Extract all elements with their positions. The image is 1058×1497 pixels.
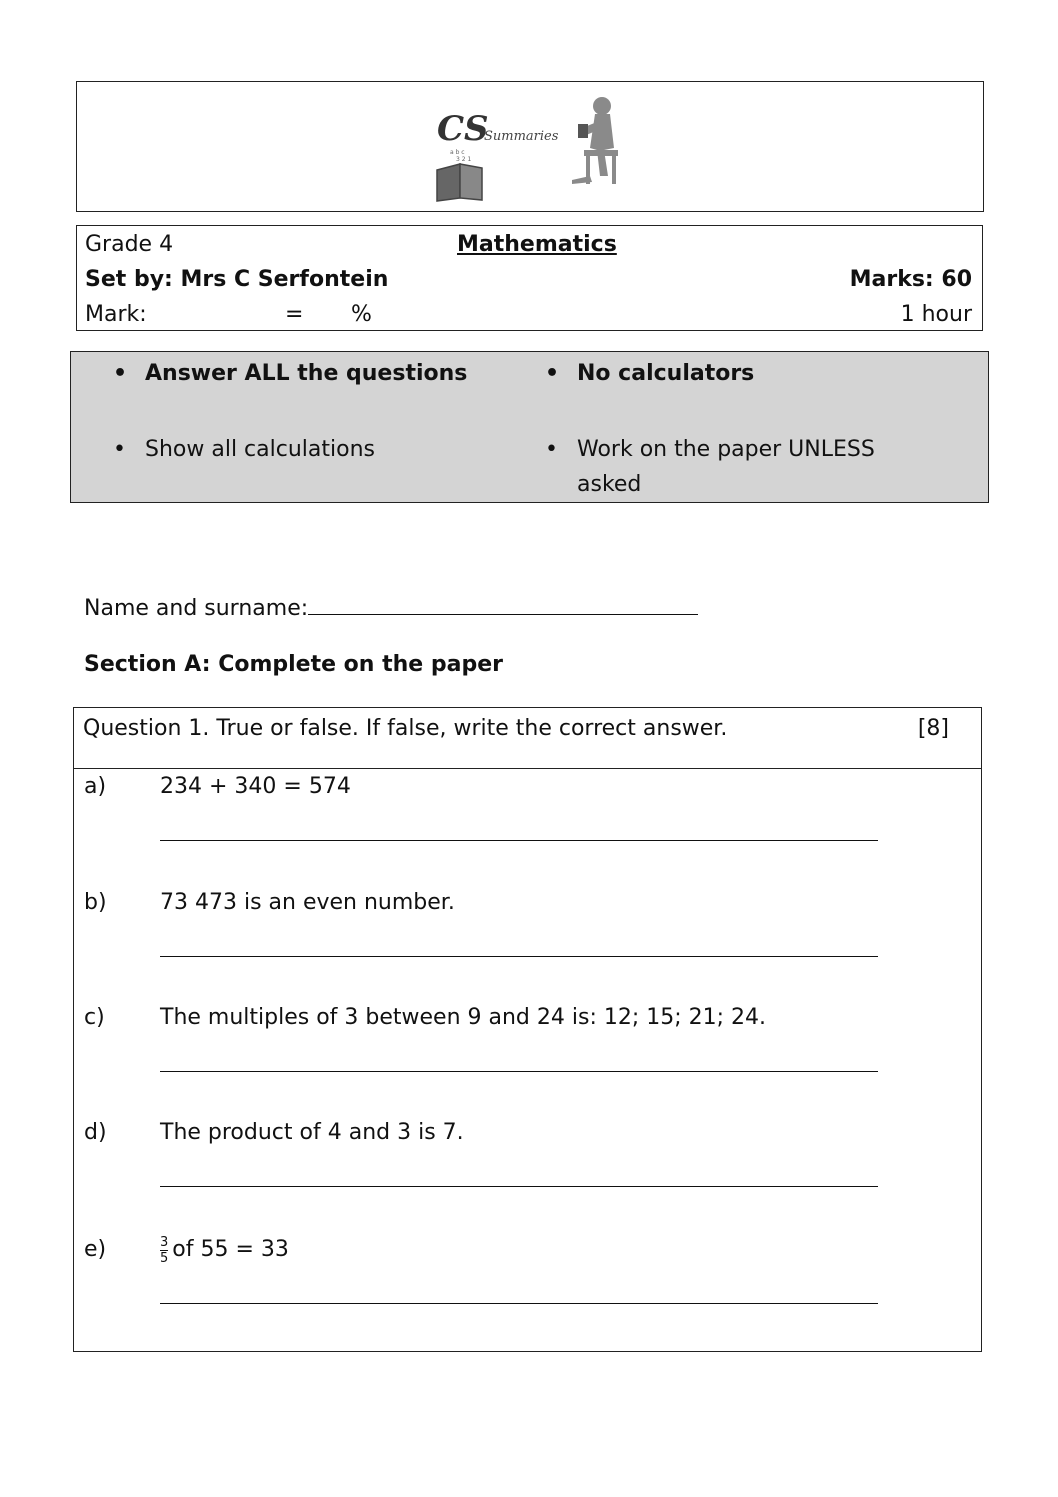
fraction-denominator: 5: [160, 1250, 169, 1266]
question-item: [74, 770, 981, 870]
subject-title: Mathematics: [457, 232, 617, 257]
name-blank[interactable]: [308, 588, 698, 615]
mark-label: Mark:: [85, 302, 147, 327]
grade-label: Grade 4: [85, 232, 174, 257]
question-item: [74, 1116, 981, 1216]
item-letter: e): [84, 1237, 107, 1262]
duration: 1 hour: [900, 302, 972, 327]
item-letter: b): [84, 890, 107, 915]
set-by-label: Set by: Mrs C Serfontein: [85, 267, 389, 292]
instructions-box: [70, 351, 989, 503]
logo-banner: [76, 81, 984, 212]
question-1-box: [73, 707, 982, 1352]
item-letter: c): [84, 1005, 105, 1030]
item-text: [160, 1233, 289, 1267]
name-label: Name and surname:: [84, 596, 309, 621]
name-field: [84, 588, 698, 621]
bullet-icon: •: [113, 361, 128, 386]
bullet-icon: •: [113, 437, 126, 462]
fraction-numerator: 3: [160, 1234, 169, 1250]
svg-text:3 2 1: 3 2 1: [456, 156, 472, 163]
question-item: [74, 1001, 981, 1101]
mark-equals: =: [285, 302, 304, 327]
item-text: 234 + 340 = 574: [160, 774, 351, 799]
answer-line[interactable]: [160, 840, 878, 841]
svg-text:a b c: a b c: [450, 149, 465, 156]
instruction-item: • Answer ALL the questions: [145, 356, 467, 391]
instruction-item: • No calculators: [577, 356, 754, 391]
question-item: [74, 886, 981, 986]
fraction: [160, 1235, 168, 1266]
answer-line[interactable]: [160, 1071, 878, 1072]
item-text: The product of 4 and 3 is 7.: [160, 1120, 464, 1145]
svg-text:CS: CS: [437, 109, 489, 149]
question-header: [74, 708, 981, 769]
exam-info-box: [76, 225, 983, 331]
section-title: Section A: Complete on the paper: [84, 652, 503, 677]
total-marks: Marks: 60: [849, 267, 972, 292]
answer-line[interactable]: [160, 1303, 878, 1304]
bullet-icon: •: [545, 437, 558, 462]
item-letter: d): [84, 1120, 107, 1145]
item-text: The multiples of 3 between 9 and 24 is: 12; 15; 21; 24.: [160, 1005, 767, 1030]
bullet-icon: •: [545, 361, 560, 386]
item-text-rest: of 55 = 33: [172, 1237, 289, 1262]
instruction-item: • Show all calculations: [145, 432, 375, 467]
svg-text:Summaries: Summaries: [484, 129, 559, 144]
question-marks: [8]: [917, 716, 949, 741]
cs-summaries-logo: [432, 88, 632, 203]
answer-line[interactable]: [160, 1186, 878, 1187]
question-item: [74, 1233, 981, 1333]
answer-line[interactable]: [160, 956, 878, 957]
mark-percent: %: [351, 302, 372, 327]
instruction-item: • Work on the paper UNLESS asked: [577, 432, 937, 502]
question-title: Question 1. True or false. If false, write the correct answer.: [83, 716, 728, 741]
item-letter: a): [84, 774, 107, 799]
item-text: 73 473 is an even number.: [160, 890, 455, 915]
